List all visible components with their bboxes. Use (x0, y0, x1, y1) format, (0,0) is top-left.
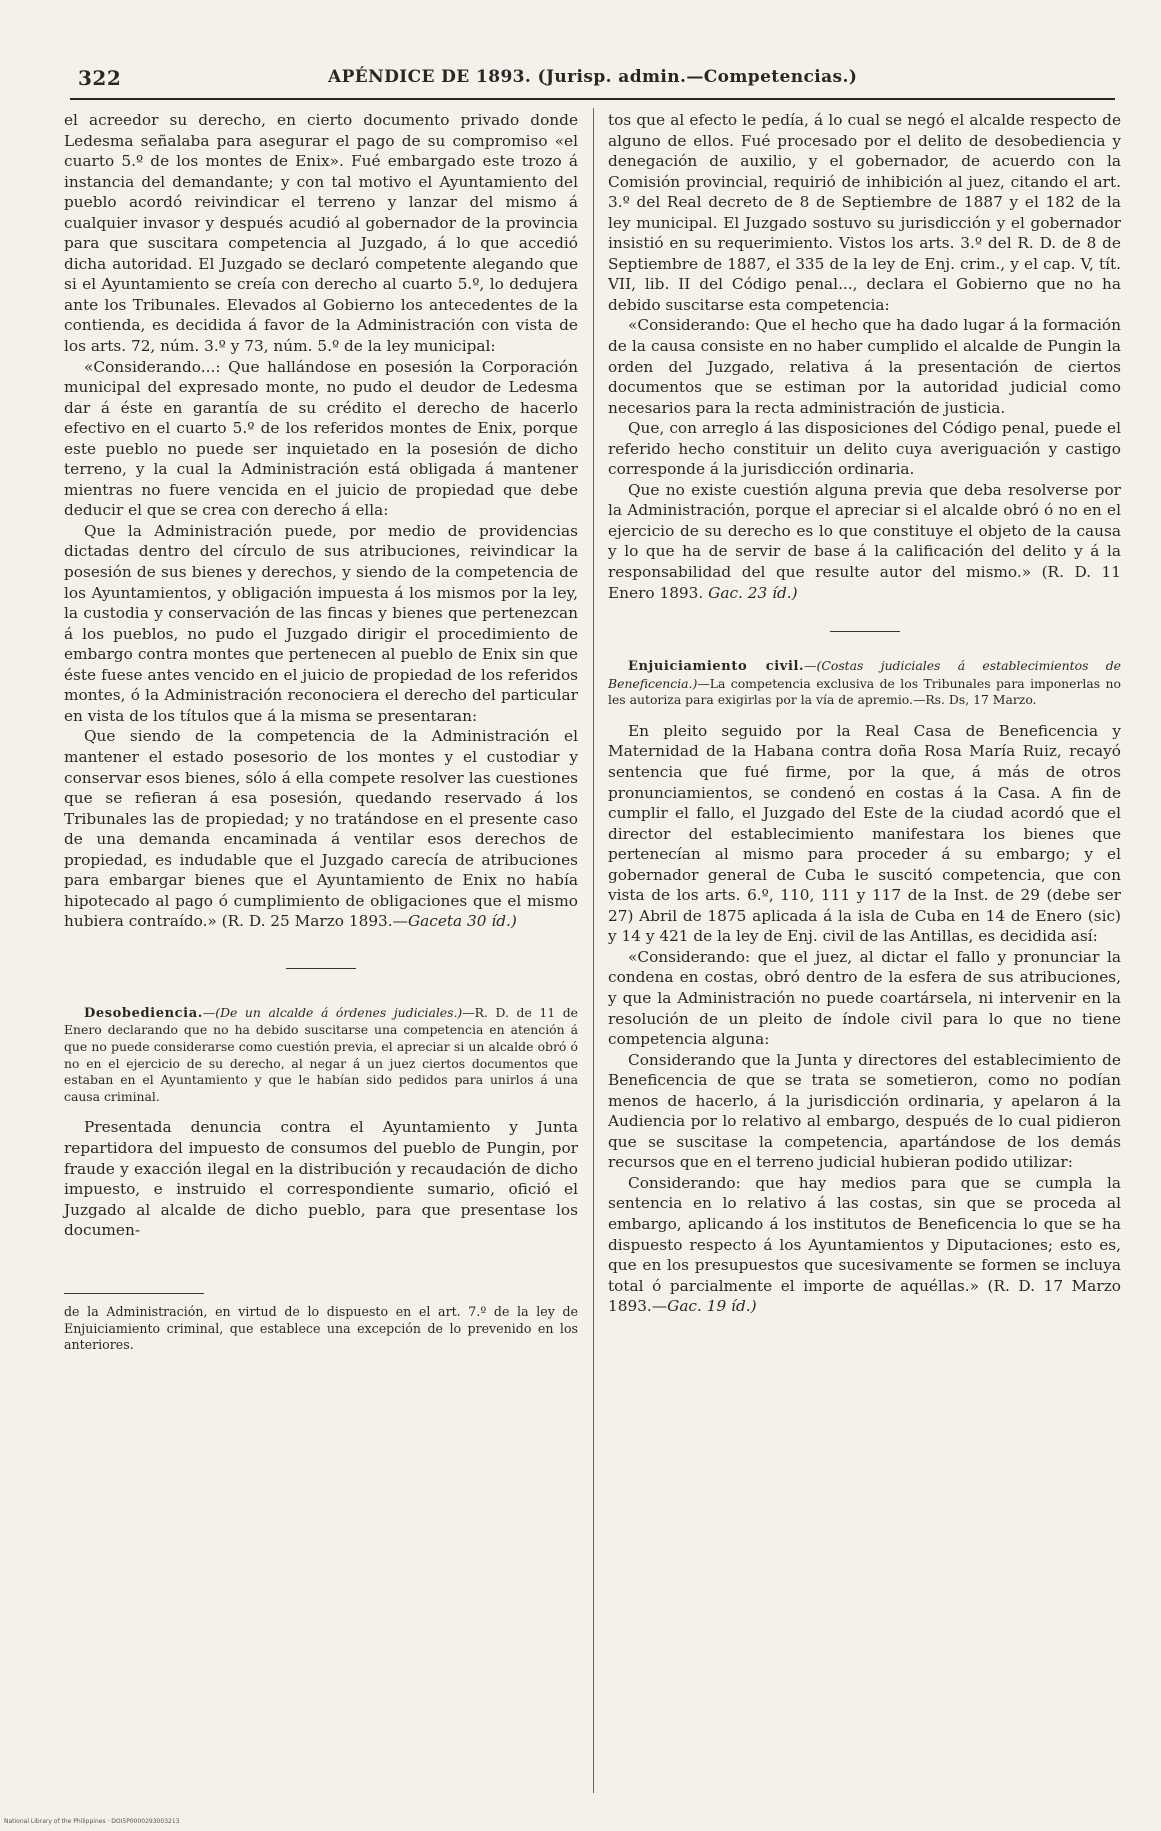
left-paragraph-5: Presentada denuncia contra el Ayuntamiento y Junta repartidora del impuesto de consumos del pueblo de Pungin, por fraude y exacción ilegal en la distribución y recaudación de dicho impuesto, e instruido el correspondiente sumario, ofició el Juzgado al alcalde de dicho pueblo, para que presentase los documen- (64, 1118, 578, 1240)
right-paragraph-2: «Considerando: Que el hecho que ha dado lugar á la formación de la causa consiste en no haber cumplido el alcalde de Pungin la orden del Juzgado, relativa á la presentación de ciertos documentos que se estiman por la autoridad judicial como necesarios para la recta administración de justicia. (608, 316, 1121, 417)
right-paragraph-7: Considerando que la Junta y directores del establecimiento de Beneficencia de que se trata se sometieron, como no podían menos de hacerlo, á la jurisdicción ordinaria, y apelaron á la Audiencia por lo relativo al embargo, después de lo cual pidieron que se suscitase la competencia, apartándose de los demás recursos que en el terreno judicial hubieran podido utilizar: (608, 1050, 1121, 1172)
left-paragraph-4-text: Que siendo de la competencia de la Administración el mantener el estado posesorio de los montes y el custodiar y conservar esos bienes, sólo á ella compete resolver las cuestiones que se refieran á esa posesión, quedando reservado á los Tribunales las de propiedad; y no tratándose en el presente caso de una demanda encaminada á ventilar esos derechos de propiedad, es indudable que el Juzgado carecía de atribuciones para embargar bienes que el Ayuntamiento de Enix no había hipotecado al pago ó cumplimiento de obligaciones que el mismo hubiera contraído.» (R. D. 25 Marzo 1893.— (64, 727, 578, 931)
footnote-rule (64, 1293, 204, 1294)
right-column (608, 110, 1121, 1317)
left-paragraph-1: el acreedor su derecho, en cierto documento privado donde Ledesma señalaba para asegurar el pago de su compromiso «el cuarto 5.º de los montes de Enix». Fué embargado este trozo á instancia del demandante; y con tal motivo el Ayuntamiento del pueblo acordó reivindicar el terreno y lanzar del mismo á cualquier invasor y después acudió al gobernador de la provincia para que suscitara competencia al Juzgado, á lo que accedió dicha autoridad. El Juzgado se declaró competente alegando que si el Ayuntamiento se creía con derecho al cuarto 5.º, lo dedujera ante los Tribunales. Elevados al Gobierno los antecedentes de la contienda, es decidida á favor de la Administración con vista de los arts. 72, núm. 3.º y 73, núm. 5.º de la ley municipal: (64, 111, 578, 356)
right-paragraph-3: Que, con arreglo á las disposiciones del Código penal, puede el referido hecho constituir un delito cuya averiguación y castigo corresponde á la jurisdicción ordinaria. (608, 419, 1121, 479)
left-paragraph-2: «Considerando...: Que hallándose en posesión la Corporación municipal del expresado monte, no pudo el deudor de Ledesma dar á éste en garantía de su crédito el derecho de hacerlo efectivo en el cuarto 5.º de los referidos montes de Enix, porque este pueblo no puede ser inquietado en la posesión de dicho terreno, y la cual la Administración está obligada á mantener mientras no fuere vencida en el juicio de propiedad que debe deducir el que se crea con derecho á ella: (64, 357, 578, 520)
left-paragraph-4 (64, 726, 578, 931)
left-paragraph-3: Que la Administración puede, por medio de providencias dictadas dentro del círculo de sus atribuciones, reivindicar la posesión de sus bienes y derechos, y siendo de la competencia de los Ayuntamientos, y obligación impuesta á los mismos por la ley, la custodia y conservación de las fincas y bienes que pertenezcan á los pueblos, no pudo el Juzgado dirigir el procedimiento de embargo contra montes que pertenecen al pueblo de Enix sin que éste fuese antes vencido en el juicio de propiedad de los referidos montes, ó la Administración reconociera el derecho del particular en vista de los títulos que á la misma se presentaran: (64, 521, 578, 725)
column-divider (593, 108, 594, 1793)
running-head: APÉNDICE DE 1893. (Jurisp. admin.—Competencias.) (328, 67, 858, 87)
right-paragraph-5: En pleito seguido por la Real Casa de Beneficencia y Maternidad de la Habana contra doña Rosa María Ruiz, recayó sentencia que fué firme, por la que, á más de otros pronunciamientos, se condenó en costas á la Casa. A fin de cumplir el fallo, el Juzgado del Este de la ciudad acordó que el director del establecimiento manifestara los bienes que pertenecían al mismo para proceder á su embargo; y el gobernador general de Cuba le suscitó competencia, que con vista de los arts. 6.º, 110, 111 y 117 de la Inst. de 29 (debe ser 27) Abril de 1875 aplicada á la isla de Cuba en 14 de Enero (sic) y 14 y 421 de la ley de Enj. civil de las Antillas, es decidida así: (608, 721, 1121, 946)
left-column (64, 110, 578, 1354)
header-rule (70, 98, 1115, 100)
right-paragraph-8-citation: Gac. 19 íd.) (667, 1297, 757, 1316)
right-paragraph-1: tos que al efecto le pedía, á lo cual se negó el alcalde respecto de alguno de ellos. Fué procesado por el delito de desobediencia y denegación de auxilio, y el gobernador, de acuerdo con la Comisión provincial, requirió de inhibición al juez, citando el art. 3.º del Real decreto de 8 de Septiembre de 1887 y el 182 de la ley municipal. El Juzgado sostuvo su jurisdicción y el gobernador insistió en su requerimiento. Vistos los arts. 3.º del R. D. de 8 de Septiembre de 1887, el 335 de la ley de Enj. crim., y el cap. V, tít. VII, lib. II del Código penal..., declara el Gobierno que no ha debido suscitarse esta competencia: (608, 111, 1121, 314)
right-paragraph-4 (608, 480, 1121, 603)
section-separator (830, 631, 900, 632)
page-number: 322 (78, 66, 122, 90)
section-summary-enjuiciamiento (608, 658, 1121, 709)
right-paragraph-8-text: Considerando: que hay medios para que se cumpla la sentencia en lo relativo á las costas, sin que se proceda al embargo, aplicando á los institutos de Beneficencia lo que se ha dispuesto respecto á los Ayuntamientos y Diputaciones; esto es, que en los presupuestos que sucesivamente se formen se incluya total ó parcialmente el importe de aquéllas.» (R. D. 17 Marzo 1893.— (608, 1173, 1121, 1316)
section-title-enjuiciamiento: Enjuiciamiento civil. (628, 659, 805, 675)
left-paragraph-4-citation: Gaceta 30 íd.) (407, 912, 517, 931)
section-subtitle-enjuiciamiento: —(Costas judiciales á establecimientos de Beneficencia.) (608, 658, 1122, 691)
right-paragraph-4-text: Que no existe cuestión alguna previa que deba resolverse por la Administración, porque el apreciar si el alcalde obró ó no en el ejercicio de su derecho es lo que constituye el objeto de la causa y lo que ha de servir de base á la calificación del delito y á la responsabilidad del que resulte autor del mismo.» (R. D. 11 Enero 1893. (608, 480, 1121, 602)
footnote: de la Administración, en virtud de lo dispuesto en el art. 7.º de la ley de Enjuiciamiento criminal, que establece una excepción de lo prevenido en los anteriores. (64, 1303, 578, 1353)
section-separator (286, 968, 356, 969)
section-summary-text-enjuiciamiento: —La competencia exclusiva de los Tribunales para imponerlas no les autoriza para exigirlas por la vía de apremio.—Rs. Ds, 17 Marzo. (608, 675, 1121, 708)
section-summary-text-desobediencia: —R. D. de 11 de Enero declarando que no ha debido suscitarse una competencia en atención á que no puede considerarse como cuestión previa, el apreciar si un alcalde obró ó no en el ejercicio de su derecho, al negar á un juez ciertos documentos que estaban en el Ayuntamiento y que le habían sido pedidos para unirlos á una causa criminal. (64, 1004, 578, 1104)
right-paragraph-4-citation: Gac. 23 íd.) (708, 583, 798, 602)
page-header (78, 66, 1108, 100)
right-paragraph-6: «Considerando: que el juez, al dictar el fallo y pronunciar la condena en costas, obró dentro de la esfera de sus atribuciones, y que la Administración no puede coartársela, ni intervenir en la resolución de un pleito de índole civil para lo que no tiene competencia alguna: (608, 947, 1121, 1049)
section-subtitle-desobediencia: —(De un alcalde á órdenes judiciales.) (202, 1004, 463, 1020)
right-paragraph-8 (608, 1173, 1121, 1317)
section-summary-desobediencia (64, 1005, 578, 1106)
scan-credit: National Library of the Philippines · DOI5P0000293003213 (4, 1818, 180, 1825)
section-title-desobediencia: Desobediencia. (84, 1005, 203, 1021)
